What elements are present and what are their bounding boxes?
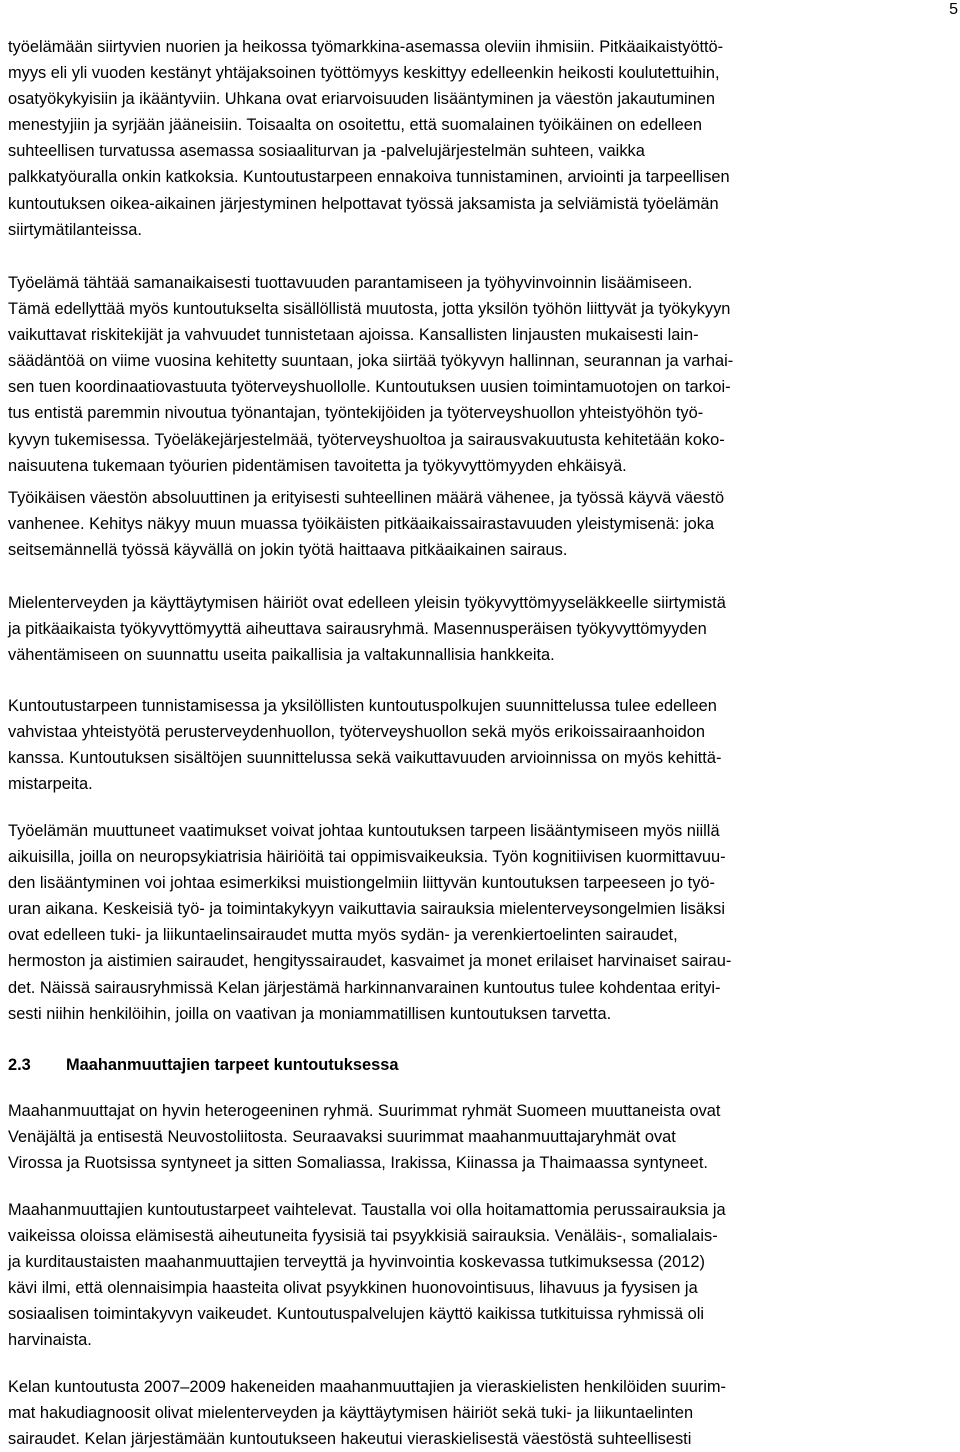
text-line: mistarpeita. (8, 775, 93, 794)
text-line: Maahanmuuttajien kuntoutustarpeet vaihtelevat. Taustalla voi olla hoitamattomia perussairauksia ja (8, 1201, 726, 1219)
text-line: suhteellisen turvatussa asemassa sosiaaliturvan ja -palvelujärjestelmän suhteen, vaikka (8, 142, 645, 161)
paragraph (8, 1374, 956, 1452)
text-line: Maahanmuuttajat on hyvin heterogeeninen ryhmä. Suurimmat ryhmät Suomeen muuttaneista ovat (8, 1102, 721, 1120)
paragraph (8, 818, 956, 1027)
text-line: kyvyn tukemisessa. Työeläkejärjestelmää, työterveyshuoltoa ja sairausvakuutusta kehitetään koko- (8, 430, 725, 449)
section-title: Maahanmuuttajien tarpeet kuntoutuksessa (66, 1056, 399, 1074)
text-line: hermoston ja aistimien sairaudet, hengityssairaudet, kasvaimet ja monet erilaiset harvinaiset sairau- (8, 952, 732, 971)
paragraph (8, 693, 956, 797)
text-line: harvinaista. (8, 1331, 92, 1350)
text-line: vaikeissa oloissa elämisestä aiheutuneita fyysisiä tai psyykkisiä sairauksia. Venäläis-, somalialais- (8, 1227, 718, 1246)
text-line: vaikuttavat riskitekijät ja vahvuudet tunnistetaan ajoissa. Kansallisten linjausten mukaisesti lain- (8, 326, 699, 345)
text-line: työelämään siirtyvien nuorien ja heikossa työmarkkina-asemassa oleviin ihmisiin. Pitkäaikaistyöttö- (8, 38, 724, 56)
text-line: Mielenterveyden ja käyttäytymisen häiriöt ovat edelleen yleisin työkyvyttömyyseläkkeelle siirtymistä (8, 594, 726, 612)
text-line: den lisääntyminen voi johtaa esimerkiksi muistiongelmiin liittyvän kuntoutuksen tarpeeseen jo työ- (8, 874, 715, 893)
text-line: Tämä edellyttää myös kuntoutukselta sisällöllistä muutosta, jotta yksilön työhön liittyvät ja työkykyyn (8, 300, 731, 319)
text-line: tus entistä paremmin nivoutua työnantajan, työntekijöiden ja työterveyshuollon yhteistyöhön työ- (8, 404, 704, 423)
text-line: kanssa. Kuntoutuksen sisältöjen suunnittelussa sekä vaikuttavuuden arvioinnissa on myös kehittä- (8, 749, 722, 768)
text-line: palkkatyöuralla onkin katkoksia. Kuntoutustarpeen ennakoiva tunnistaminen, arviointi ja tarpeellisen (8, 168, 730, 187)
text-line: myys eli yli vuoden kestänyt yhtäjaksoinen työttömyys keskittyy edelleenkin heikosti koulutettuihin, (8, 64, 720, 83)
text-line: ovat edelleen tuki- ja liikuntaelinsairaudet mutta myös sydän- ja verenkiertoelinten sairaudet, (8, 926, 678, 945)
text-line: kuntoutuksen oikea-aikainen järjestyminen helpottavat työssä jaksamista ja selviämistä työelämän (8, 194, 719, 213)
text-line: Virossa ja Ruotsissa syntyneet ja sitten Somaliassa, Irakissa, Kiinassa ja Thaimaassa syntyneet. (8, 1154, 708, 1173)
text-line: mat hakudiagnoosit olivat mielenterveyden ja käyttäytymisen häiriöt sekä tuki- ja liikuntaelinten (8, 1404, 694, 1423)
text-line: Työikäisen väestön absoluuttinen ja erityisesti suhteellinen määrä vähenee, ja työssä käyvä väestö (8, 489, 725, 507)
text-line: menestyjiin ja syrjään jääneisiin. Toisaalta on osoitettu, että suomalainen työikäinen on edelleen (8, 116, 702, 135)
page-number: 5 (949, 1, 958, 18)
text-line: sen tuen koordinaatiovastuuta työterveyshuollolle. Kuntoutuksen uusien toimintamuotojen on tarkoi- (8, 378, 731, 397)
text-line: ja kurditaustaisten maahanmuuttajien terveyttä ja hyvinvointia koskevassa tutkimuksessa (2012) (8, 1253, 705, 1272)
paragraph (8, 34, 956, 243)
text-line: Kelan kuntoutusta 2007–2009 hakeneiden maahanmuuttajien ja vieraskielisten henkilöiden suurim- (8, 1378, 727, 1396)
text-line: vanhenee. Kehitys näkyy muun muassa työikäisten pitkäaikaissairastavuuden yleistymisenä: joka (8, 515, 715, 534)
text-line: naisuutena tukemaan työurien pidentämisen tavoitetta ja työkyvyttömyyden ehkäisyä. (8, 456, 627, 475)
text-line: det. Näissä sairausryhmissä Kelan järjestämä harkinnanvarainen kuntoutus tulee kohdentaa erityi- (8, 978, 721, 997)
paragraph (8, 270, 956, 479)
text-line: osatyökykyisiin ja ikääntyviin. Uhkana ovat eriarvoisuuden lisääntyminen ja väestön jakautuminen (8, 90, 715, 109)
text-line: sosiaalisen toimintakyvyn vaikeudet. Kuntoutuspalvelujen käyttö kaikissa tutkituissa ryhmissä oli (8, 1305, 705, 1324)
section-heading (8, 1052, 398, 1078)
text-line: säädäntöä on viime vuosina kehitetty suuntaan, joka siirtää työkyvyn hallinnan, seurannan ja varhai- (8, 352, 734, 371)
paragraph (8, 590, 956, 668)
text-line: sairaudet. Kelan järjestämään kuntoutukseen hakeutui vieraskielisestä väestöstä suhteellisesti (8, 1430, 692, 1449)
text-line: aikuisilla, joilla on neuropsykiatrisia häiriöitä tai oppimisvaikeuksia. Työn kognitiivisen kuormittavuu- (8, 848, 726, 867)
paragraph (8, 485, 956, 563)
text-line: Työelämän muuttuneet vaatimukset voivat johtaa kuntoutuksen tarpeen lisääntymiseen myös niillä (8, 822, 720, 840)
text-line: Työelämä tähtää samanaikaisesti tuottavuuden parantamiseen ja työhyvinvoinnin lisäämiseen. (8, 274, 693, 292)
text-line: sesti niihin henkilöihin, joilla on vaativan ja moniammatillisen kuntoutuksen tarvetta. (8, 1004, 612, 1023)
text-line: seitsemännellä työssä käyvällä on jokin työtä haittaava pitkäaikainen sairaus. (8, 541, 568, 560)
section-number: 2.3 (8, 1056, 31, 1074)
text-line: kävi ilmi, että olennaisimpia haasteita olivat psyykkinen huonovointisuus, lihavuus ja fyysisen ja (8, 1279, 698, 1298)
text-line: Venäjältä ja entisestä Neuvostoliitosta. Seuraavaksi suurimmat maahanmuuttajaryhmät ovat (8, 1128, 676, 1147)
text-line: vahvistaa yhteistyötä perusterveydenhuollon, työterveyshuollon sekä myös erikoissairaanhoidon (8, 723, 705, 742)
text-line: Kuntoutustarpeen tunnistamisessa ja yksilöllisten kuntoutuspolkujen suunnittelussa tulee edelleen (8, 697, 717, 715)
paragraph (8, 1098, 956, 1176)
text-line: siirtymätilanteissa. (8, 220, 142, 239)
text-line: ja pitkäaikaista työkyvyttömyyttä aiheuttava sairausryhmä. Masennusperäisen työkyvyttömyyden (8, 620, 707, 639)
text-line: uran aikana. Keskeisiä työ- ja toimintakykyyn vaikuttavia sairauksia mielenterveysongelmien lisäksi (8, 900, 725, 919)
text-line: vähentämiseen on suunnattu useita paikallisia ja valtakunnallisia hankkeita. (8, 646, 555, 665)
paragraph (8, 1197, 956, 1354)
